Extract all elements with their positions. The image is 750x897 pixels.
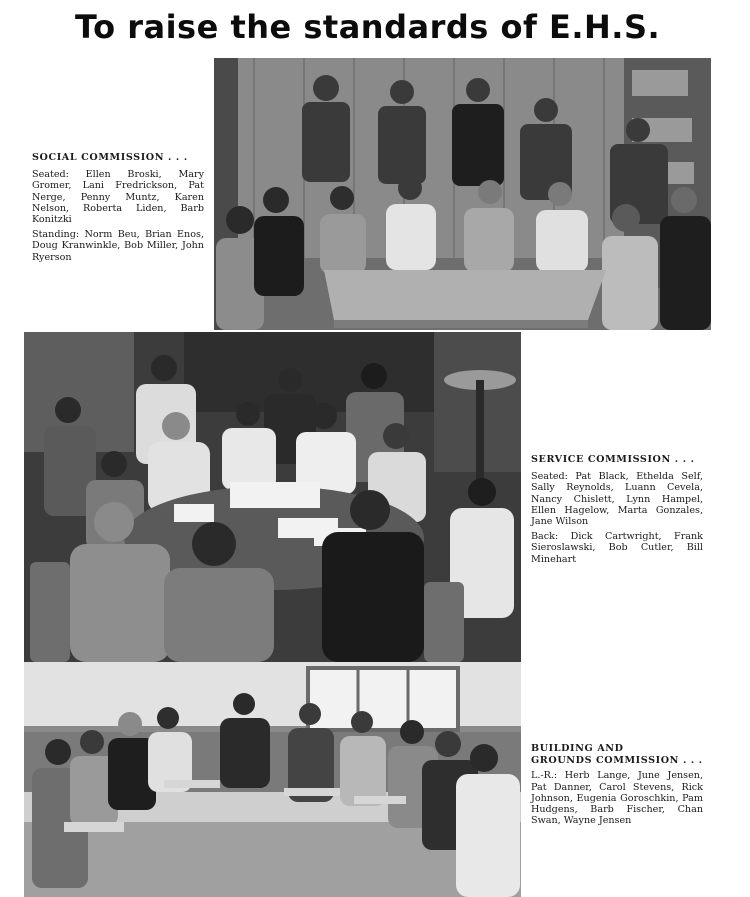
service-back-names: Back: Dick Cartwright, Frank Sieroslawski, Bob Cutler, Bill Minehart <box>531 531 703 565</box>
social-commission-caption <box>32 152 204 267</box>
social-standing-names: Standing: Norm Beu, Brian Enos, Doug Kranwinkle, Bob Miller, John Ryerson <box>32 229 204 263</box>
service-commission-heading: SERVICE COMMISSION . . . <box>531 454 695 465</box>
building-commission-heading-line1: BUILDING AND <box>531 743 624 754</box>
building-commission-heading-line2: GROUNDS COMMISSION . . . <box>531 755 703 767</box>
social-commission-heading: SOCIAL COMMISSION . . . <box>32 152 188 163</box>
building-grounds-commission-photo <box>24 662 521 897</box>
service-commission-caption <box>531 454 703 569</box>
building-commission-caption <box>531 743 703 830</box>
page-title: To raise the standards of E.H.S. <box>75 8 661 46</box>
service-seated-names: Seated: Pat Black, Ethelda Self, Sally Reynolds, Luann Cevela, Nancy Chislett, Lynn Hampel, Ellen Hagelow, Marta Gonzales, Jane Wilson <box>531 471 703 528</box>
service-commission-photo <box>24 332 521 662</box>
social-seated-names: Seated: Ellen Broski, Mary Gromer, Lani Fredrickson, Pat Nerge, Penny Muntz, Karen Nelson, Roberta Liden, Barb Konitzki <box>32 169 204 226</box>
social-commission-photo <box>214 58 711 330</box>
building-names: L.-R.: Herb Lange, June Jensen, Pat Danner, Carol Stevens, Rick Johnson, Eugenia Goroschkin, Pam Hudgens, Barb Fischer, Chan Swan, Wayne Jensen <box>531 770 703 827</box>
